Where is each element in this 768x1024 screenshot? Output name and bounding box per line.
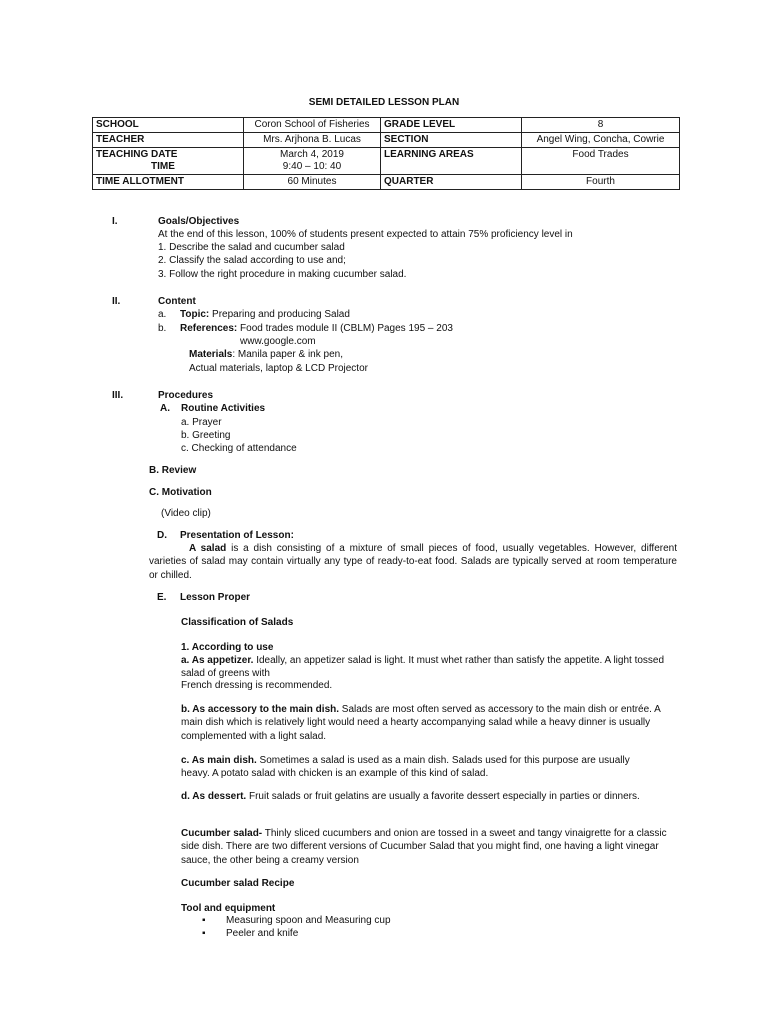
presentation-heading: Presentation of Lesson: bbox=[180, 530, 294, 541]
tools-heading: Tool and equipment bbox=[181, 903, 276, 914]
recipe-heading: Cucumber salad Recipe bbox=[181, 878, 295, 889]
section-1-number: I. bbox=[112, 216, 118, 227]
salad-term: A salad bbox=[189, 543, 227, 554]
accessory-term: b. As accessory to the main dish. bbox=[181, 704, 340, 715]
time-value: 9:40 – 10: 40 bbox=[282, 161, 342, 172]
table-row bbox=[93, 148, 680, 175]
references-value: Food trades module II (CBLM) Pages 195 – 203 bbox=[237, 323, 453, 334]
materials-value-2: Actual materials, laptop & LCD Projector bbox=[189, 363, 368, 374]
tool-list-item: ▪ Peeler and knife bbox=[226, 928, 298, 939]
tool-list-item: ▪ Measuring spoon and Measuring cup bbox=[226, 915, 391, 926]
table-row bbox=[93, 118, 680, 133]
presentation-paragraph bbox=[149, 542, 677, 582]
dessert-text: Fruit salads or fruit gelatins are usually a favorite dessert especially in parties or dinners. bbox=[246, 791, 640, 802]
review-heading: B. Review bbox=[149, 465, 197, 476]
topic-line bbox=[180, 309, 350, 320]
section-3-number: III. bbox=[112, 390, 124, 401]
references-label: References: bbox=[180, 323, 238, 334]
references-line bbox=[180, 323, 453, 334]
dessert-term: d. As dessert. bbox=[181, 791, 247, 802]
presentation-letter: D. bbox=[157, 530, 167, 541]
grade-label: GRADE LEVEL bbox=[381, 118, 522, 133]
materials-line bbox=[189, 349, 343, 360]
topic-label: Topic: bbox=[180, 309, 210, 320]
appetizer-term: a. As appetizer. bbox=[181, 655, 254, 666]
grade-value: 8 bbox=[522, 118, 680, 133]
section-value: Angel Wing, Concha, Cowrie bbox=[522, 133, 680, 148]
lesson-info-table bbox=[92, 117, 680, 190]
routine-heading: Routine Activities bbox=[181, 403, 266, 414]
appetizer-text-2: French dressing is recommended. bbox=[181, 680, 333, 691]
teaching-date-label: TEACHING DATE bbox=[96, 149, 178, 160]
classification-heading: Classification of Salads bbox=[181, 617, 294, 628]
table-row bbox=[93, 175, 680, 190]
objective-item: 2. Classify the salad according to use and; bbox=[158, 255, 346, 266]
teaching-date-value: March 4, 2019 bbox=[280, 149, 344, 160]
main-dish-text: Sometimes a salad is used as a main dish. Salads used for this purpose are usually heavy. A potato salad with chicken is an example of this kind of salad. bbox=[181, 755, 630, 780]
motivation-heading: C. Motivation bbox=[149, 487, 212, 498]
page-title: SEMI DETAILED LESSON PLAN bbox=[308, 97, 460, 108]
teacher-value: Mrs. Arjhona B. Lucas bbox=[244, 133, 381, 148]
accessory-text: Salads are most often served as accessory to the main dish or entrée. A main dish which is relatively light would need a hearty accompanying salad while a heavy dinner is usually complemented with a light salad. bbox=[181, 704, 661, 742]
materials-label: Materials bbox=[189, 349, 233, 360]
routine-item: b. Greeting bbox=[181, 430, 231, 441]
main-dish-paragraph bbox=[181, 754, 651, 781]
table-row bbox=[93, 133, 680, 148]
dessert-paragraph bbox=[181, 790, 671, 803]
routine-letter: A. bbox=[160, 403, 170, 414]
lesson-proper-letter: E. bbox=[157, 592, 167, 603]
objective-item: 3. Follow the right procedure in making cucumber salad. bbox=[158, 269, 407, 280]
school-label: SCHOOL bbox=[93, 118, 244, 133]
routine-item: c. Checking of attendance bbox=[181, 443, 297, 454]
according-to-use-heading: 1. According to use bbox=[181, 642, 274, 653]
teacher-label: TEACHER bbox=[93, 133, 244, 148]
section-2-number: II. bbox=[112, 296, 121, 307]
motivation-note: (Video clip) bbox=[161, 508, 211, 519]
topic-letter: a. bbox=[158, 309, 167, 320]
routine-item: a. Prayer bbox=[181, 417, 222, 428]
learning-areas-value: Food Trades bbox=[522, 148, 680, 175]
section-label: SECTION bbox=[381, 133, 522, 148]
reference-website: www.google.com bbox=[240, 336, 316, 347]
section-1-heading: Goals/Objectives bbox=[158, 216, 240, 227]
time-allotment-value: 60 Minutes bbox=[244, 175, 381, 190]
quarter-value: Fourth bbox=[522, 175, 680, 190]
objectives-intro: At the end of this lesson, 100% of students present expected to attain 75% proficiency level in bbox=[158, 229, 573, 240]
objective-item: 1. Describe the salad and cucumber salad bbox=[158, 242, 345, 253]
appetizer-text: Ideally, an appetizer salad is light. It must whet rather than satisfy the appetite. A light tossed salad of greens with bbox=[181, 655, 665, 680]
main-dish-term: c. As main dish. bbox=[181, 755, 257, 766]
salad-definition: is a dish consisting of a mixture of small pieces of food, usually vegetables. However, different varieties of salad may contain virtually any type of ready-to-eat food. Salads are typically served at room temperature or chilled. bbox=[149, 543, 677, 581]
time-label: TIME bbox=[151, 161, 175, 172]
cucumber-salad-text: Thinly sliced cucumbers and onion are tossed in a sweet and tangy vinaigrette for a classic side dish. There are two different versions of Cucumber Salad that you might find, one having a light vinegar sauce, the other being a creamy version bbox=[181, 828, 667, 866]
materials-value: : Manila paper & ink pen, bbox=[232, 349, 343, 360]
quarter-label: QUARTER bbox=[381, 175, 522, 190]
accessory-paragraph bbox=[181, 703, 671, 743]
lesson-proper-heading: Lesson Proper bbox=[180, 592, 251, 603]
cucumber-salad-paragraph bbox=[181, 827, 677, 867]
appetizer-paragraph bbox=[181, 654, 681, 681]
teaching-date-value-cell bbox=[244, 148, 381, 175]
section-3-heading: Procedures bbox=[158, 390, 214, 401]
learning-areas-label: LEARNING AREAS bbox=[381, 148, 522, 175]
topic-value: Preparing and producing Salad bbox=[209, 309, 350, 320]
cucumber-salad-term: Cucumber salad- bbox=[181, 828, 263, 839]
references-letter: b. bbox=[158, 323, 167, 334]
section-2-heading: Content bbox=[158, 296, 196, 307]
teaching-date-cell bbox=[93, 148, 244, 175]
school-value: Coron School of Fisheries bbox=[244, 118, 381, 133]
time-allotment-label: TIME ALLOTMENT bbox=[93, 175, 244, 190]
